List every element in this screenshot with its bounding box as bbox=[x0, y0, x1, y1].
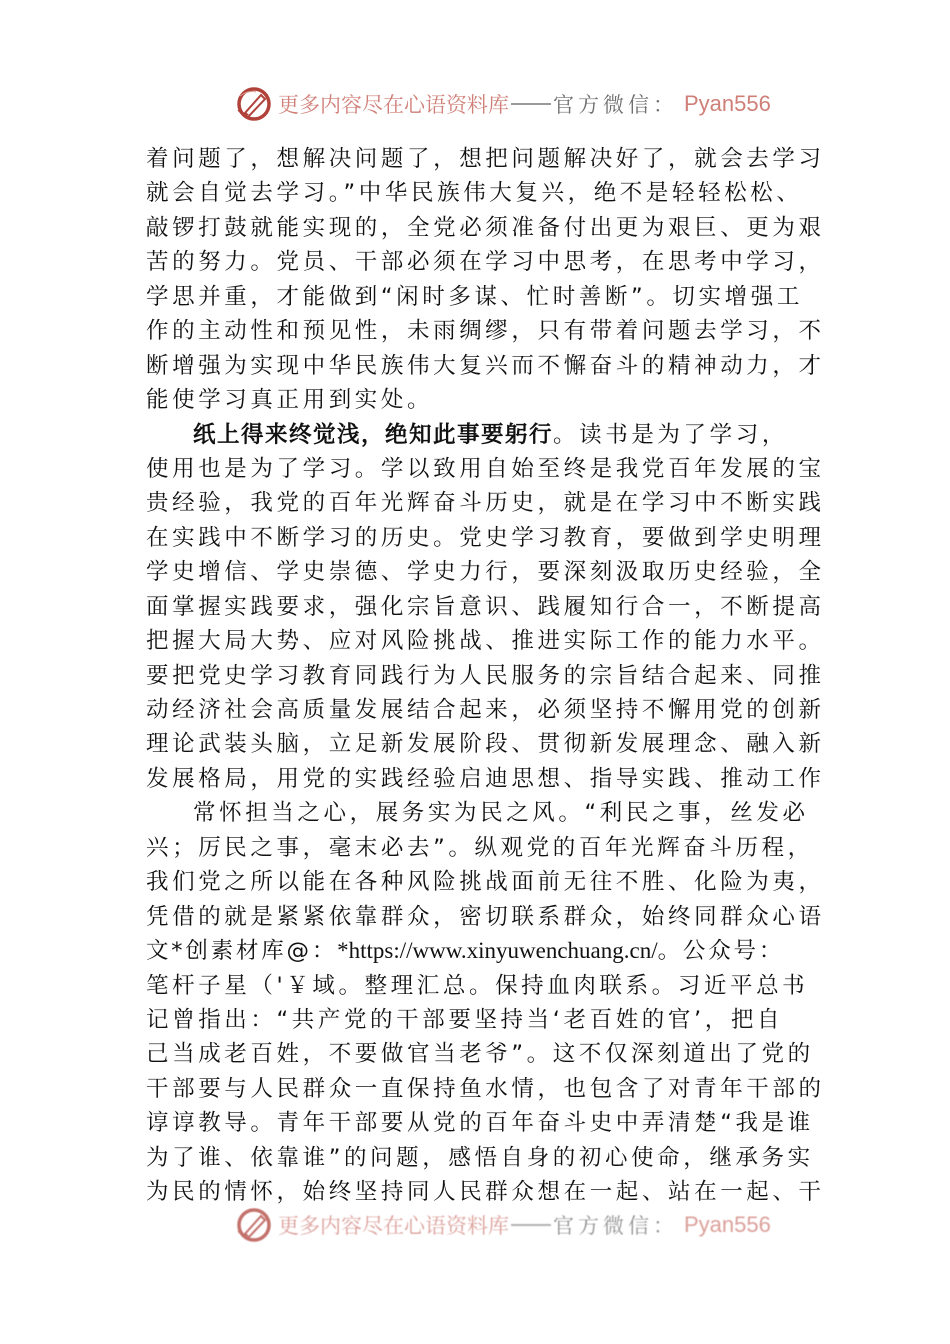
text-line: 为了谁、依靠谁”的问题，感悟自身的初心使命，继承务实 bbox=[146, 1144, 814, 1171]
text-line: 着问题了，想解决问题了，想把问题解决好了，就会去学习 bbox=[146, 146, 825, 172]
bold-heading: 纸上得来终觉浅，绝知此事要躬行 bbox=[193, 421, 554, 448]
paragraph-heading-line bbox=[146, 418, 816, 452]
text-line: 干部要与人民群众一直保持鱼水情，也包含了对青年干部的 bbox=[146, 1075, 825, 1102]
quill-pen-logo-icon bbox=[234, 1205, 274, 1245]
text-span: 。读书是为了学习， bbox=[553, 421, 788, 448]
watermark-wechat-id: Pyan556 bbox=[684, 91, 771, 116]
watermark-brand-text: 更多内容尽在心语资料库 bbox=[278, 1214, 509, 1238]
text-line: 常怀担当之心，展务实为民之风。“利民之事，丝发必 bbox=[193, 800, 809, 827]
paragraph-1 bbox=[146, 142, 825, 418]
text-line: 谆谆教导。青年干部要从党的百年奋斗史中弄清楚“我是谁 bbox=[146, 1110, 814, 1137]
website-url: *https://www.xinyuwenchuang.cn/ bbox=[337, 938, 658, 964]
text-line: 理论武装头脑，立足新发展阶段、贯彻新发展理念、融入新 bbox=[146, 731, 825, 758]
text-line: 为民的情怀，始终坚持同人民群众想在一起、站在一起、干 bbox=[146, 1179, 825, 1206]
document-body bbox=[146, 142, 825, 1210]
text-line: 就会自觉去学习。”中华民族伟大复兴，绝不是轻轻松松、 bbox=[146, 180, 803, 207]
watermark-dash bbox=[511, 1224, 551, 1226]
text-line: 学思并重，才能做到“闲时多谋、忙时善断”。切实增强工 bbox=[146, 283, 803, 310]
text-span: 。公众号： bbox=[657, 938, 785, 965]
text-line: 面掌握实践要求，强化宗旨意识、践履知行合一，不断提高 bbox=[146, 593, 825, 620]
paragraph-3 bbox=[146, 796, 825, 1209]
text-line: 敲锣打鼓就能实现的，全党必须准备付出更为艰巨、更为艰 bbox=[146, 214, 825, 241]
watermark-label: 官方微信： bbox=[553, 93, 678, 117]
text-span: 文*创素材库@： bbox=[146, 938, 338, 965]
text-line: 贵经验，我党的百年光辉奋斗历史，就是在学习中不断实践 bbox=[146, 490, 825, 517]
text-line: 在实践中不断学习的历史。党史学习教育，要做到学史明理 bbox=[146, 524, 825, 551]
paragraph-2 bbox=[146, 418, 825, 797]
text-line: 动经济社会高质量发展结合起来，必须坚持不懈用党的创新 bbox=[146, 697, 825, 723]
text-line: 要把党史学习教育同践行为人民服务的宗旨结合起来、同推 bbox=[146, 662, 825, 689]
text-line: 己当成老百姓，不要做官当老爷”。这不仅深刻道出了党的 bbox=[146, 1041, 814, 1068]
watermark-brand-text: 更多内容尽在心语资料库 bbox=[278, 93, 509, 117]
text-line: 学史增信、学史崇德、学史力行，要深刻汲取历史经验，全 bbox=[146, 559, 825, 586]
text-line: 发展格局，用党的实践经验启迪思想、指导实践、推动工作 bbox=[146, 765, 825, 792]
text-line: 兴；厉民之事，毫末必去”。纵观党的百年光辉奋斗历程， bbox=[146, 834, 814, 861]
watermark-dash bbox=[511, 103, 551, 105]
watermark-label: 官方微信： bbox=[553, 1214, 678, 1238]
text-line: 凭借的就是紧紧依靠群众，密切联系群众，始终同群众心语 bbox=[146, 903, 825, 930]
quill-pen-logo-icon bbox=[234, 84, 274, 124]
watermark-wechat-id: Pyan556 bbox=[684, 1212, 771, 1237]
text-line: 把握大局大势、应对风险挑战、推进实际工作的能力水平。 bbox=[146, 628, 825, 655]
url-line bbox=[146, 934, 816, 968]
text-line: 苦的努力。党员、干部必须在学习中思考，在思考中学习， bbox=[146, 249, 825, 276]
watermark-footer bbox=[234, 1203, 771, 1247]
text-line: 笔杆子星（'￥域。整理汇总。保持血肉联系。习近平总书 bbox=[146, 972, 809, 999]
text-line: 作的主动性和预见性，未雨绸缪，只有带着问题去学习，不 bbox=[146, 318, 825, 345]
text-line: 使用也是为了学习。学以致用自始至终是我党百年发展的宝 bbox=[146, 455, 825, 482]
text-line: 我们党之所以能在各种风险挑战面前无往不胜、化险为夷， bbox=[146, 869, 825, 896]
watermark-header bbox=[234, 82, 771, 126]
text-line: 记曾指出：“共产党的干部要坚持当‘老百姓的官’，把自 bbox=[146, 1006, 784, 1033]
text-line: 断增强为实现中华民族伟大复兴而不懈奋斗的精神动力，才 bbox=[146, 352, 825, 379]
text-line: 能使学习真正用到实处。 bbox=[146, 387, 434, 414]
